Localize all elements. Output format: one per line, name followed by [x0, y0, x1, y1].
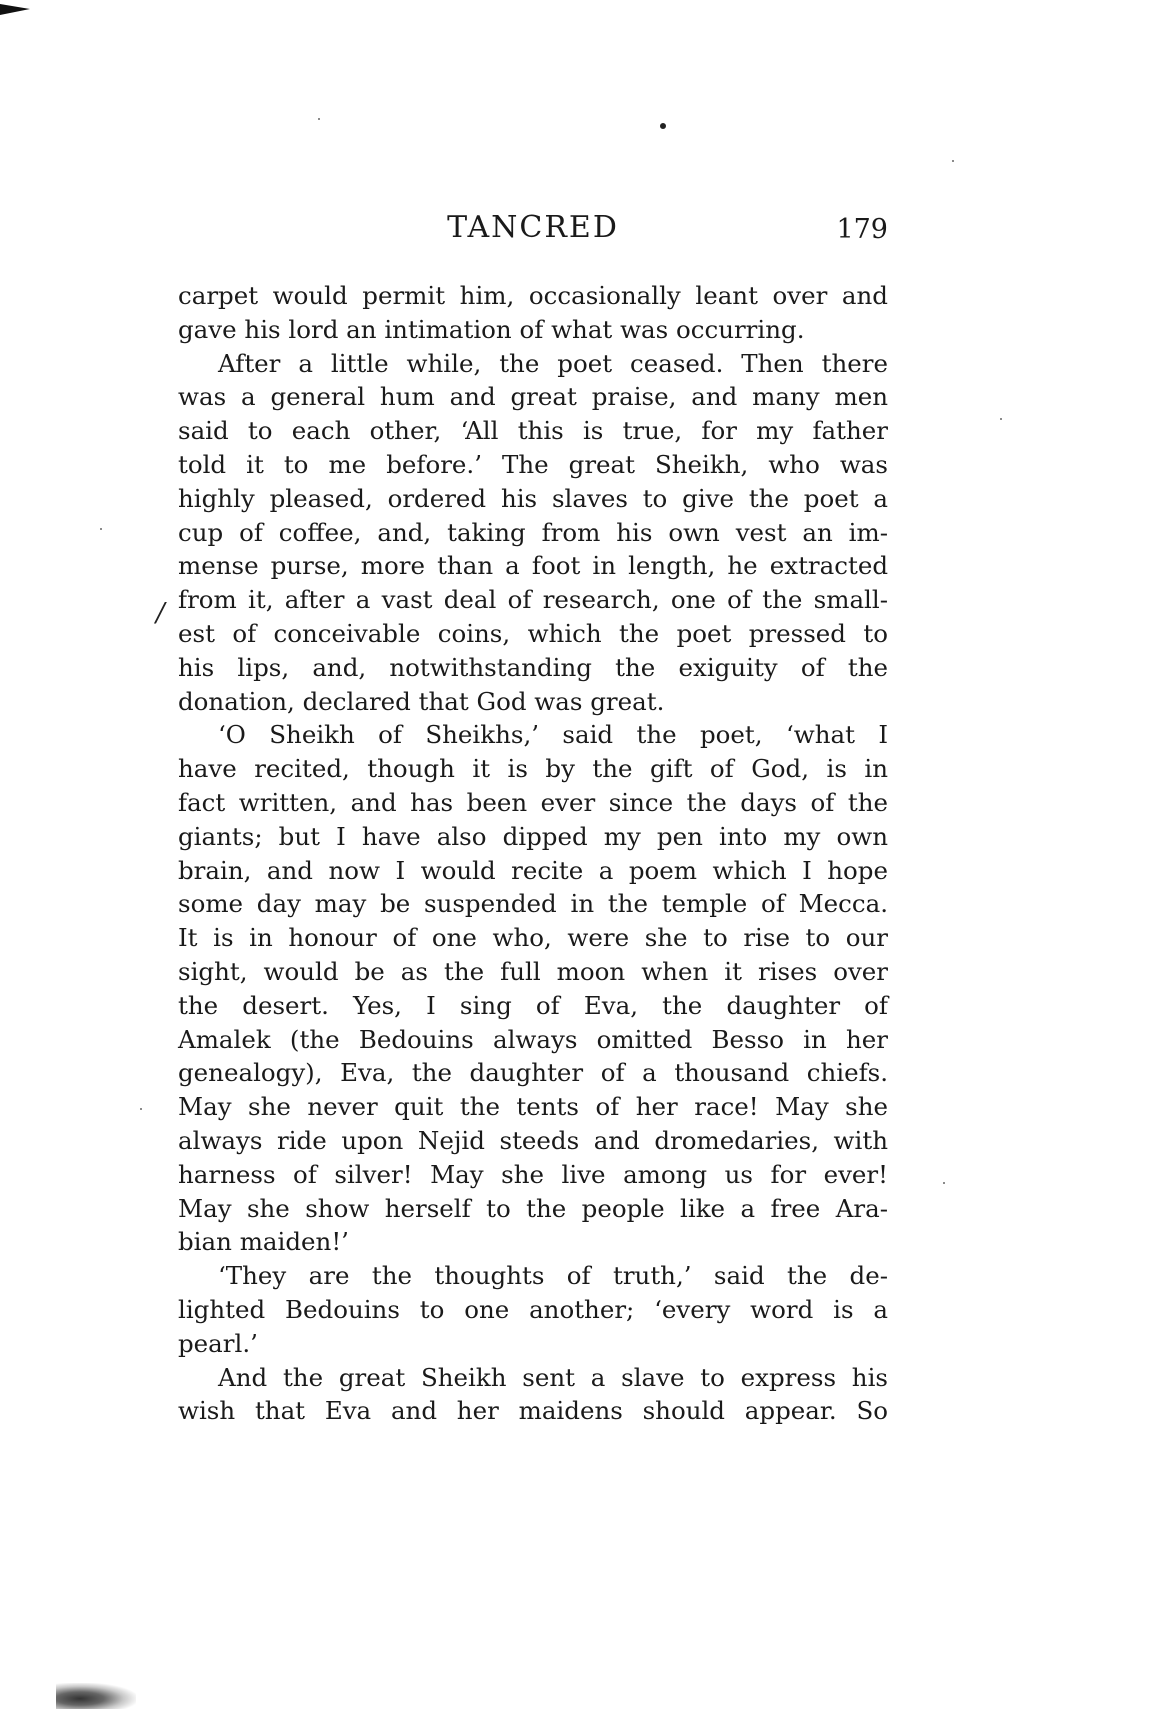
text-line: said to each other, ‘All this is true, for my father	[178, 416, 888, 446]
ink-smudge	[56, 1683, 136, 1709]
text-line: harness of silver! May she live among us for ever!	[178, 1159, 888, 1189]
text-line: carpet would permit him, occasionally leant over and	[178, 281, 888, 310]
text-line: some day may be suspended in the temple of Mecca.	[178, 889, 888, 919]
text-line: cup of coffee, and, taking from his own vest an im-	[178, 517, 888, 547]
text-line: It is in honour of one who, were she to rise to our	[178, 923, 888, 953]
text-line: his lips, and, notwithstanding the exiguity of the	[178, 652, 888, 682]
text-line: lighted Bedouins to one another; ‘every word is a	[178, 1294, 888, 1324]
text-line: fact written, and has been ever since the days of the	[178, 787, 888, 817]
text-line: May she never quit the tents of her race! May she	[178, 1092, 888, 1122]
text-line: pearl.’	[178, 1328, 258, 1358]
text-line: was a general hum and great praise, and many men	[178, 382, 888, 412]
ink-speck	[140, 1108, 142, 1110]
text-line: told it to me before.’ The great Sheikh, who was	[178, 449, 888, 479]
text-line: Amalek (the Bedouins always omitted Besso in her	[178, 1024, 888, 1054]
body-text	[178, 279, 888, 1428]
text-line: ‘They are the thoughts of truth,’ said the de-	[218, 1261, 888, 1291]
text-line: have recited, though it is by the gift of God, is in	[178, 754, 888, 784]
ink-speck	[952, 160, 954, 162]
text-line: After a little while, the poet ceased. Then there	[218, 348, 888, 378]
page-corner-mark	[0, 4, 30, 15]
text-line: bian maiden!’	[178, 1227, 349, 1257]
text-line: donation, declared that God was great.	[178, 686, 665, 716]
text-line: May she show herself to the people like a free Ara-	[178, 1193, 888, 1223]
text-line: genealogy), Eva, the daughter of a thousand chiefs.	[178, 1058, 888, 1088]
ink-speck	[1000, 418, 1002, 420]
running-header	[178, 210, 888, 254]
margin-pencil-mark: /	[156, 598, 165, 628]
text-line: sight, would be as the full moon when it rises over	[178, 956, 888, 986]
text-line: the desert. Yes, I sing of Eva, the daughter of	[178, 990, 888, 1020]
text-line: And the great Sheikh sent a slave to express his	[218, 1362, 888, 1392]
running-title: TANCRED	[447, 210, 619, 245]
ink-dot	[660, 123, 666, 129]
text-line: highly pleased, ordered his slaves to give the poet a	[178, 483, 888, 513]
text-line: gave his lord an intimation of what was occurring.	[178, 314, 805, 344]
ink-speck	[100, 528, 102, 530]
text-line: giants; but I have also dipped my pen into my own	[178, 821, 888, 851]
text-line: from it, after a vast deal of research, one of the small-	[178, 585, 888, 615]
text-line: wish that Eva and her maidens should appear. So	[178, 1396, 888, 1426]
ink-speck	[318, 118, 320, 120]
ink-speck	[943, 1182, 945, 1184]
text-line: always ride upon Nejid steeds and dromedaries, with	[178, 1125, 888, 1155]
text-line: est of conceivable coins, which the poet pressed to	[178, 618, 888, 648]
text-line: ‘O Sheikh of Sheikhs,’ said the poet, ‘what I	[218, 720, 888, 750]
text-line: mense purse, more than a foot in length, he extracted	[178, 551, 888, 581]
text-line: brain, and now I would recite a poem which I hope	[178, 855, 888, 885]
page-number: 179	[836, 214, 888, 245]
